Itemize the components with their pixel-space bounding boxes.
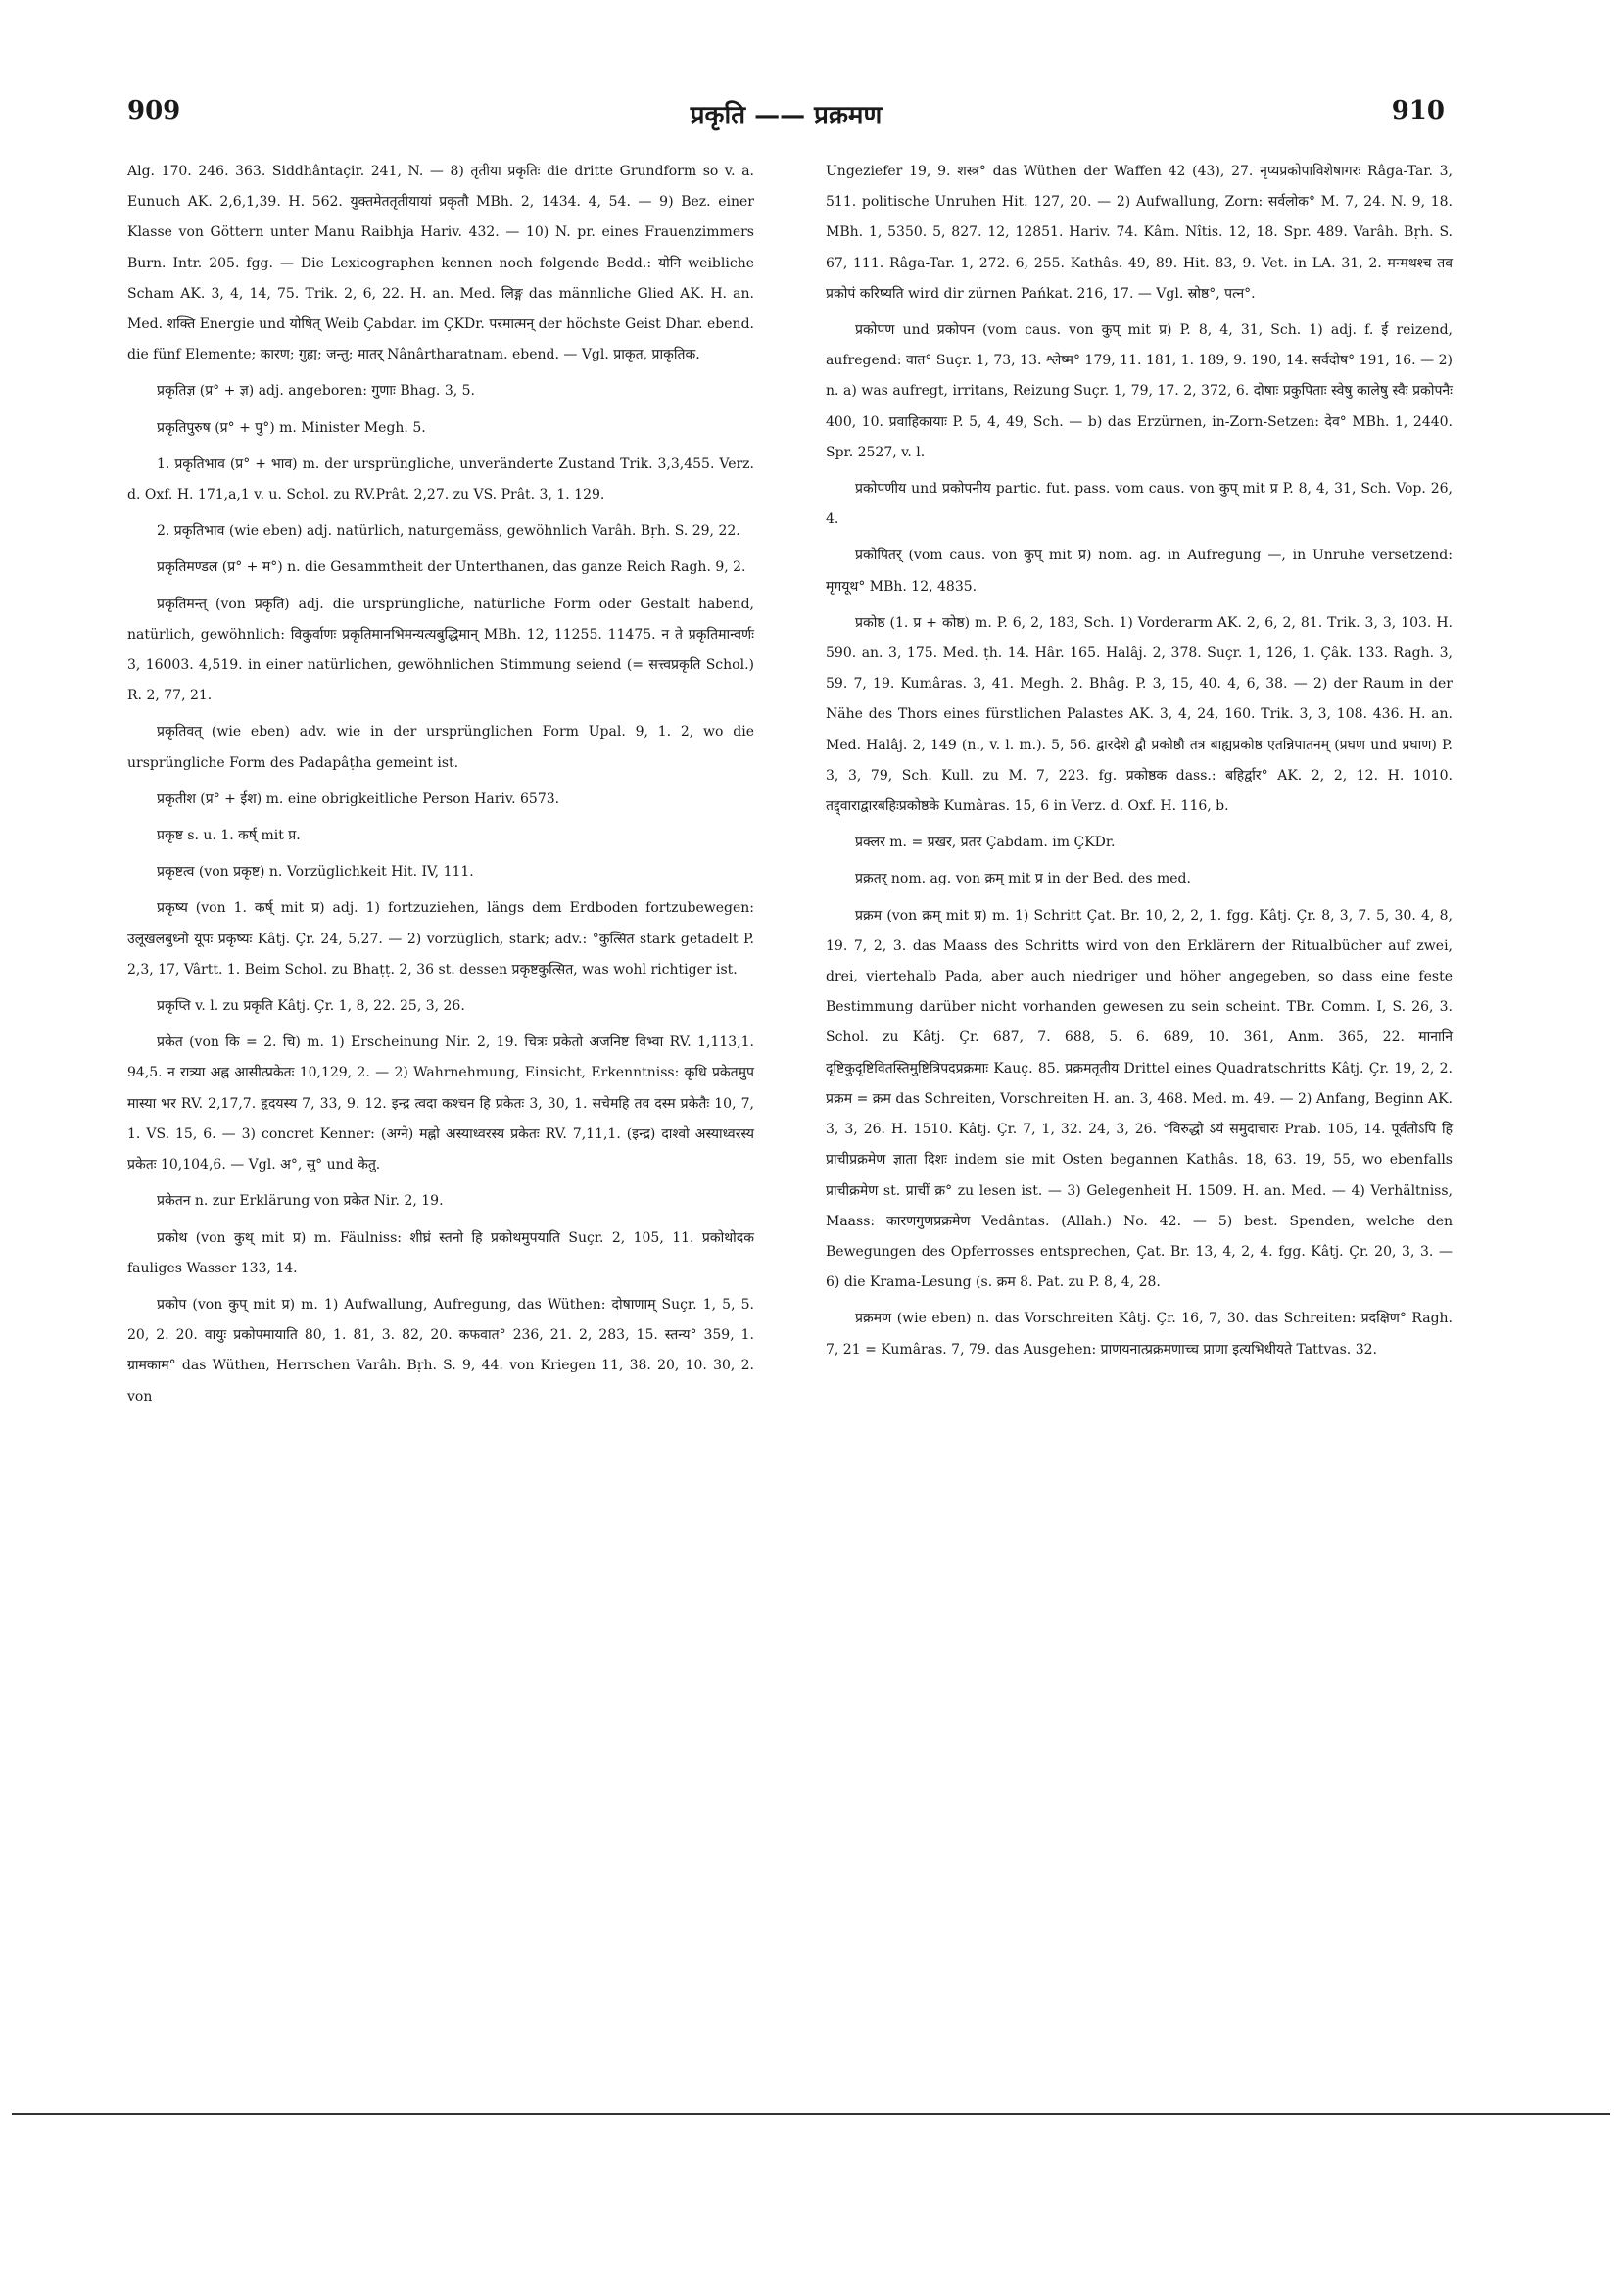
left-column — [127, 157, 754, 1418]
dictionary-entry: प्रकोप (von कुप् mit प्र) m. 1) Aufwallung, Aufregung, das Wüthen: दोषाणाम् Suçr. 1, 5, 5. 20, 2. 20. वायुः प्रकोपमायाति 80, 1. 81, 3. 82, 20. कफवात° 236, 21. 2, 283, 15. स्तन्य° 359, 1. ग्रामकाम° das Wüthen, Herrschen Varâh. Bṛh. S. 9, 44. von Kriegen 11, 38. 20, 10. 30, 2. von — [127, 1296, 754, 1405]
dictionary-entry: 2. प्रकृतिभाव (wie eben) adj. natürlich, naturgemäss, gewöhnlich Varâh. Bṛh. S. 29, 22. — [157, 523, 740, 540]
footer-divider — [12, 2113, 1610, 2115]
dictionary-entry: Ungeziefer 19, 9. शस्त्र° das Wüthen der Waffen 42 (43), 27. नृप्यप्रकोपाविशेषागरः Râga-Tar. 3, 511. politische Unruhen Hit. 127, 20. — 2) Aufwallung, Zorn: सर्वलोक° M. 7, 24. N. 9, 18. MBh. 1, 5350. 5, 827. 12, 12851. Hariv. 74. Kâm. Nîtis. 12, 18. Spr. 489. Varâh. Bṛh. S. 67, 111. Râga-Tar. 1, 272. 6, 255. Kathâs. 49, 89. Hit. 83, 9. Vet. in LA. 31, 2. मन्मथश्च तव प्रकोपं करिष्यति wird dir zürnen Pańkat. 216, 17. — Vgl. स्रोष्ठ°, पत्न°. — [826, 164, 1453, 302]
dictionary-entry: प्रकृतिमन्त् (von प्रकृति) adj. die ursprüngliche, natürliche Form oder Gestalt habend, natürlich, gewöhnlich: विकुर्वाणः प्रकृतिमानभिमन्यत्यबुद्धिमान् MBh. 12, 11255. 11475. न ते प्रकृतिमान्वर्णः 3, 16003. 4,519. in einer natürlichen, gewöhnlichen Stimmung seiend (= सत्त्वप्रकृति Schol.) R. 2, 77, 21. — [127, 596, 754, 704]
dictionary-entry: प्रकृष्टत्व (von प्रकृष्ट) n. Vorzüglichkeit Hit. IV, 111. — [157, 864, 474, 881]
dictionary-entry: प्रक्रम (von क्रम् mit प्र) m. 1) Schritt Çat. Br. 10, 2, 2, 1. fgg. Kâtj. Çr. 8, 3, 7. 5, 30. 4, 8, 19. 7, 2, 3. das Maass des Schritts wird von den Erklärern der Ritualbücher auf zwei, drei, viertehalb Pada, aber auch niedriger und höher angegeben, so dass eine feste Bestimmung darüber nicht vorhanden gewesen zu sein scheint. TBr. Comm. I, S. 26, 3. Schol. zu Kâtj. Çr. 687, 7. 688, 5. 6. 689, 10. 361, Anm. 365, 22. मानानि दृष्टिकुदृष्टिवितस्तिमुष्टित्रिपदप्रक्रमाः Kauç. 85. प्रक्रमतृतीय Drittel eines Quadratschritts Kâtj. Çr. 19, 2, 2. प्रक्रम = क्रम das Schreiten, Vorschreiten H. an. 3, 468. Med. m. 49. — 2) Anfang, Beginn AK. 3, 3, 26. H. 1510. Kâtj. Çr. 7, 1, 32. 24, 3, 26. °विरुद्धो ऽयं समुदाचारः Prab. 105, 14. पूर्वतोऽपि हि प्राचीप्रक्रमेण ज्ञाता दिशः indem sie mit Osten begannen Kathâs. 18, 63. 19, 55, wo ebenfalls प्राचीक्रमेण st. प्राचीं क्र° zu lesen ist. — 3) Gelegenheit H. 1509. H. an. Med. — 4) Verhältniss, Maass: कारणगुणप्रक्रमेण Vedântas. (Allah.) No. 42. — 5) best. Spenden, welche den Bewegungen des Opferrosses entsprechen, Çat. Br. 13, 4, 2, 4. fgg. Kâtj. Çr. 20, 3, 3. — 6) die Krama-Lesung (s. क्रम 8. Pat. zu P. 8, 4, 28. — [826, 907, 1453, 1291]
dictionary-entry: प्रकोष्ठ (1. प्र + कोष्ठ) m. P. 6, 2, 183, Sch. 1) Vorderarm AK. 2, 6, 2, 81. Trik. 3, 3, 103. H. 590. an. 3, 175. Med. ṭh. 14. Hâr. 165. Halâj. 2, 378. Suçr. 1, 126, 1. Çâk. 133. Ragh. 3, 59. 7, 19. Kumâras. 3, 41. Megh. 2. Bhâg. P. 3, 15, 40. 4, 6, 38. — 2) der Raum in der Nähe des Thors eines fürstlichen Palastes AK. 3, 4, 24, 160. Trik. 3, 3, 108. 436. H. an. Med. Halâj. 2, 149 (n., v. l. m.). 5, 56. द्वारदेशे द्वौ प्रकोष्ठौ तत्र बाह्यप्रकोष्ठ एतन्निपातनम् (प्रघण und प्रघाण) P. 3, 3, 79, Sch. Kull. zu M. 7, 223. fg. प्रकोष्ठक dass.: बहिर्द्वार° AK. 2, 2, 12. H. 1010. तद्द्वाराद्वारबहिःप्रकोष्ठके Kumâras. 15, 6 in Verz. d. Oxf. H. 116, b. — [826, 614, 1453, 815]
dictionary-entry: प्रकृतिमण्डल (प्र° + म°) n. die Gesammtheit der Unterthanen, das ganze Reich Ragh. 9, 2. — [157, 559, 746, 576]
dictionary-entry: प्रकोपणीय und प्रकोपनीय partic. fut. pass. vom caus. von कुप् mit प्र P. 8, 4, 31, Sch. Vop. 26, 4. — [826, 481, 1453, 528]
dictionary-entry: प्रक्रमण (wie eben) n. das Vorschreiten Kâtj. Çr. 16, 7, 30. das Schreiten: प्रदक्षिण° Ragh. 7, 21 = Kumâras. 7, 79. das Ausgehen: प्राणयनात्प्रक्रमणाच्च प्राणा इत्यभिधीयते Tattvas. 32. — [826, 1311, 1453, 1358]
dictionary-entry: Alg. 170. 246. 363. Siddhântaçir. 241, N. — 8) तृतीया प्रकृतिः die dritte Grundform so v. a. Eunuch AK. 2,6,1,39. H. 562. युक्तमेततृतीयायां प्रकृतौ MBh. 2, 1434. 4, 54. — 9) Bez. einer Klasse von Göttern unter Manu Raibhja Hariv. 432. — 10) N. pr. eines Frauenzimmers Burn. Intr. 205. fgg. — Die Lexicographen kennen noch folgende Bedd.: योनि weibliche Scham AK. 3, 4, 14, 75. Trik. 2, 6, 22. H. an. Med. लिङ्ग das männliche Glied AK. H. an. Med. शक्ति Energie und योषित् Weib Çabdar. im ÇKDr. परमात्मन् der höchste Geist Dhar. ebend. die fünf Elemente; कारण; गुह्य; जन्तु; मातर् Nânârtharatnam. ebend. — Vgl. प्राकृत, प्राकृतिक. — [127, 164, 754, 363]
dictionary-entry: प्रकृप्ति v. l. zu प्रकृति Kâtj. Çr. 1, 8, 22. 25, 3, 26. — [157, 998, 465, 1015]
dictionary-entry: प्रकोपितर् (vom caus. von कुप् mit प्र) nom. ag. in Aufregung —, in Unruhe versetzend: मृगयूथ° MBh. 12, 4835. — [826, 548, 1453, 595]
right-column — [826, 157, 1453, 1371]
dictionary-entry: 1. प्रकृतिभाव (प्र° + भाव) m. der ursprüngliche, unveränderte Zustand Trik. 3,3,455. Verz. d. Oxf. H. 171,a,1 v. u. Schol. zu RV.Prât. 2,27. zu VS. Prât. 3, 1. 129. — [127, 455, 754, 503]
page-header — [127, 96, 1445, 135]
dictionary-entry: प्रकोथ (von कुथ् mit प्र) m. Fäulniss: शीघ्रं स्तनो हि प्रकोथमुपयाति Suçr. 2, 105, 11. प्रकोथोदक fauliges Wasser 133, 14. — [127, 1229, 754, 1276]
dictionary-entry: प्रकृतिपुरुष (प्र° + पु°) m. Minister Megh. 5. — [157, 419, 426, 436]
dictionary-entry: प्रकृतिवत् (wie eben) adv. wie in der ursprünglichen Form Upal. 9, 1. 2, wo die ursprüngliche Form des Padapâṭha gemeint ist. — [127, 724, 754, 771]
page-number-left: 909 — [127, 96, 181, 125]
dictionary-entry: प्रकृष्य (von 1. कर्ष् mit प्र) adj. 1) fortzuziehen, längs dem Erdboden fortzubewegen: उलूखलबुध्नो यूपः प्रकृष्यः Kâtj. Çr. 24, 5,27. — 2) vorzüglich, stark; adv.: °कुत्सित stark getadelt P. 2,3, 17, Vârtt. 1. Beim Schol. zu Bhaṭṭ. 2, 36 st. dessen प्रकृष्टकुत्सित, was wohl richtiger ist. — [127, 900, 754, 978]
dictionary-entry: प्रकृतिज्ञ (प्र° + ज्ञ) adj. angeboren: गुणाः Bhag. 3, 5. — [157, 383, 475, 400]
dictionary-entry: प्रकृष्ट s. u. 1. कर्ष् mit प्र. — [157, 828, 301, 844]
dictionary-entry: प्रकेतन n. zur Erklärung von प्रकेत Nir. 2, 19. — [157, 1193, 444, 1210]
running-title: प्रकृति —— प्रक्रमण — [690, 101, 883, 130]
dictionary-entry: प्रक्लर m. = प्रखर, प्रतर Çabdam. im ÇKDr. — [855, 835, 1116, 851]
dictionary-entry: प्रकोपण und प्रकोपन (vom caus. von कुप् mit प्र) P. 8, 4, 31, Sch. 1) adj. f. ई reizend, aufregend: वात° Suçr. 1, 73, 13. श्लेष्म° 179, 11. 181, 1. 189, 9. 190, 14. सर्वदोष° 191, 16. — 2) n. a) was aufregt, irritans, Reizung Suçr. 1, 79, 17. 2, 372, 6. दोषाः प्रकुपिताः स्वेषु कालेषु स्वैः प्रकोपनैः 400, 10. प्रवाहिकायाः P. 5, 4, 49, Sch. — b) das Erzürnen, in-Zorn-Setzen: देव° MBh. 1, 2440. Spr. 2527, v. l. — [826, 322, 1453, 460]
dictionary-entry: प्रक्रतर् nom. ag. von क्रम् mit प्र in der Bed. des med. — [855, 871, 1191, 887]
dictionary-entry: प्रकेत (von कि = 2. चि) m. 1) Erscheinung Nir. 2, 19. चित्रः प्रकेतो अजनिष्ट विभ्वा RV. 1,113,1. 94,5. न रात्र्या अह्न आसीत्प्रकेतः 10,129, 2. — 2) Wahrnehmung, Einsicht, Erkenntniss: कृधि प्रकेतमुप मास्या भर RV. 2,17,7. हृदयस्य 7, 33, 9. 12. इन्द्र त्वदा कश्चन हि प्रकेतः 3, 30, 1. सचेमहि तव दस्म प्रकेतैः 10, 7, 1. VS. 15, 6. — 3) concret Kenner: (अग्ने) मह्नो अस्याध्वरस्य प्रकेतः RV. 7,11,1. (इन्द्र) दाश्वो अस्याध्वरस्य प्रकेतः 10,104,6. — Vgl. अ°, सु° und केतु. — [127, 1034, 754, 1173]
dictionary-entry: प्रकृतीश (प्र° + ईश) m. eine obrigkeitliche Person Hariv. 6573. — [157, 790, 560, 807]
page-number-right: 910 — [1391, 96, 1445, 125]
